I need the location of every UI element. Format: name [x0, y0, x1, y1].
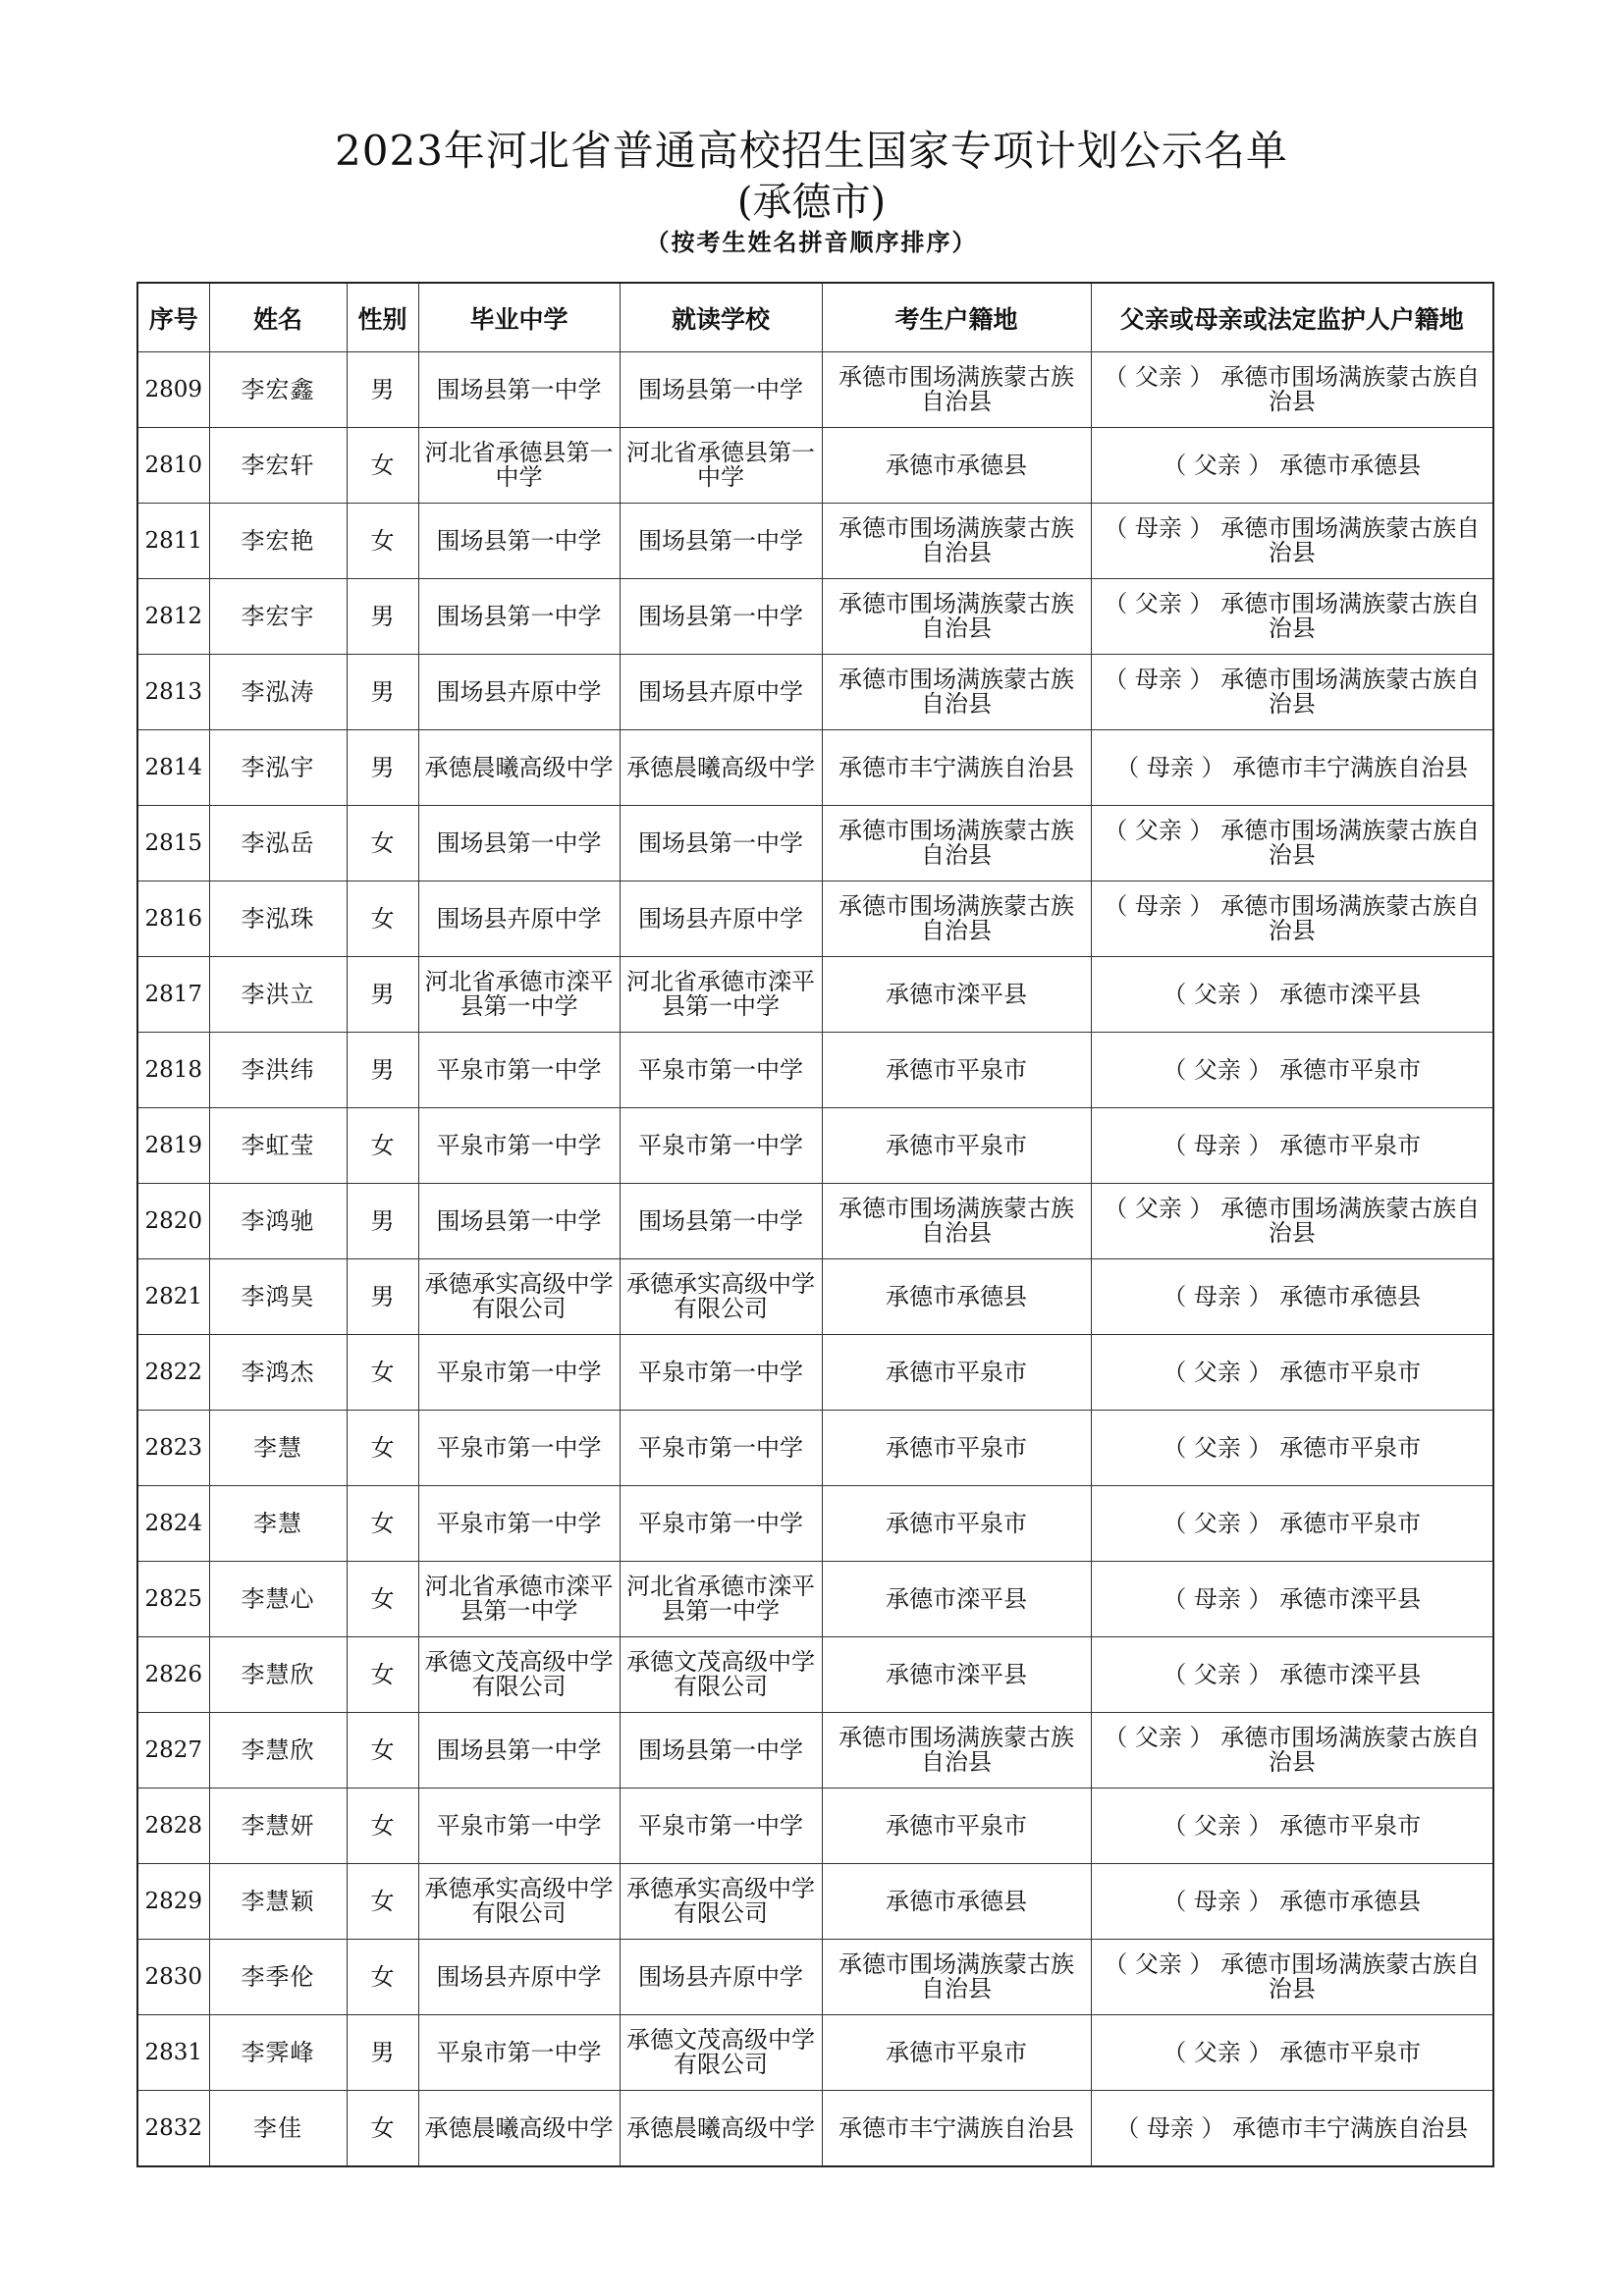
header-row: [137, 283, 1493, 352]
cell-graduated-school: 围场县卉原中学: [418, 655, 620, 730]
cell-graduated-school: 承德承实高级中学有限公司: [418, 1259, 620, 1335]
cell-household-registration: 承德市平泉市: [822, 1335, 1091, 1411]
cell-household-registration: 承德市滦平县: [822, 957, 1091, 1033]
table-row: [137, 1184, 1493, 1259]
cell-graduated-school: 围场县卉原中学: [418, 1940, 620, 2015]
cell-graduated-school: 平泉市第一中学: [418, 2015, 620, 2091]
roster-body: [137, 352, 1493, 2167]
cell-current-school: 平泉市第一中学: [620, 1335, 822, 1411]
cell-serial: 2815: [137, 806, 209, 881]
cell-guardian-registration: （ 父亲 ） 承德市平泉市: [1091, 1335, 1493, 1411]
cell-gender: 女: [347, 806, 418, 881]
cell-graduated-school: 围场县第一中学: [418, 1184, 620, 1259]
header-gender: 性别: [347, 283, 418, 352]
cell-gender: 女: [347, 881, 418, 957]
cell-name: 李泓珠: [209, 881, 347, 957]
cell-name: 李慧: [209, 1411, 347, 1486]
table-row: [137, 1637, 1493, 1713]
cell-current-school: 河北省承德市滦平县第一中学: [620, 1562, 822, 1637]
cell-gender: 女: [347, 1411, 418, 1486]
cell-household-registration: 承德市平泉市: [822, 1486, 1091, 1562]
header-name: 姓名: [209, 283, 347, 352]
cell-name: 李佳: [209, 2091, 347, 2167]
cell-guardian-registration: （ 父亲 ） 承德市滦平县: [1091, 957, 1493, 1033]
table-row: [137, 1033, 1493, 1108]
cell-current-school: 围场县第一中学: [620, 1184, 822, 1259]
cell-current-school: 平泉市第一中学: [620, 1108, 822, 1184]
table-row: [137, 1108, 1493, 1184]
cell-serial: 2832: [137, 2091, 209, 2167]
cell-guardian-registration: （ 父亲 ） 承德市平泉市: [1091, 1789, 1493, 1864]
table-row: [137, 579, 1493, 655]
cell-graduated-school: 承德晨曦高级中学: [418, 730, 620, 806]
cell-gender: 男: [347, 1184, 418, 1259]
cell-guardian-registration: （ 父亲 ） 承德市平泉市: [1091, 1486, 1493, 1562]
cell-name: 李鸿昊: [209, 1259, 347, 1335]
cell-gender: 女: [347, 1335, 418, 1411]
cell-serial: 2829: [137, 1864, 209, 1940]
cell-graduated-school: 围场县第一中学: [418, 1713, 620, 1789]
cell-name: 李慧: [209, 1486, 347, 1562]
cell-graduated-school: 承德晨曦高级中学: [418, 2091, 620, 2167]
cell-guardian-registration: （ 父亲 ） 承德市平泉市: [1091, 1033, 1493, 1108]
cell-guardian-registration: （ 母亲 ） 承德市承德县: [1091, 1259, 1493, 1335]
table-row: [137, 881, 1493, 957]
cell-serial: 2811: [137, 504, 209, 579]
cell-guardian-registration: （ 父亲 ） 承德市平泉市: [1091, 2015, 1493, 2091]
cell-name: 李洪立: [209, 957, 347, 1033]
table-row: [137, 1789, 1493, 1864]
cell-name: 李宏宇: [209, 579, 347, 655]
cell-graduated-school: 围场县第一中学: [418, 352, 620, 428]
cell-name: 李虹莹: [209, 1108, 347, 1184]
sort-note: （按考生姓名拼音顺序排序）: [645, 229, 978, 256]
table-row: [137, 1259, 1493, 1335]
cell-name: 李鸿杰: [209, 1335, 347, 1411]
cell-household-registration: 承德市平泉市: [822, 1108, 1091, 1184]
cell-graduated-school: 围场县第一中学: [418, 579, 620, 655]
cell-household-registration: 承德市滦平县: [822, 1637, 1091, 1713]
document-title: 2023年河北省普通高校招生国家专项计划公示名单: [335, 127, 1288, 175]
cell-household-registration: 承德市平泉市: [822, 1789, 1091, 1864]
cell-guardian-registration: （ 母亲 ） 承德市丰宁满族自治县: [1091, 2091, 1493, 2167]
cell-serial: 2825: [137, 1562, 209, 1637]
cell-household-registration: 承德市承德县: [822, 428, 1091, 504]
cell-serial: 2821: [137, 1259, 209, 1335]
cell-current-school: 平泉市第一中学: [620, 1486, 822, 1562]
cell-household-registration: 承德市承德县: [822, 1864, 1091, 1940]
cell-household-registration: 承德市丰宁满族自治县: [822, 730, 1091, 806]
cell-current-school: 围场县卉原中学: [620, 655, 822, 730]
table-row: [137, 957, 1493, 1033]
cell-name: 李慧心: [209, 1562, 347, 1637]
cell-household-registration: 承德市平泉市: [822, 2015, 1091, 2091]
cell-graduated-school: 河北省承德市滦平县第一中学: [418, 1562, 620, 1637]
cell-serial: 2813: [137, 655, 209, 730]
cell-guardian-registration: （ 父亲 ） 承德市滦平县: [1091, 1637, 1493, 1713]
cell-current-school: 承德晨曦高级中学: [620, 2091, 822, 2167]
table-row: [137, 428, 1493, 504]
cell-current-school: 围场县第一中学: [620, 579, 822, 655]
table-row: [137, 730, 1493, 806]
cell-serial: 2830: [137, 1940, 209, 2015]
cell-graduated-school: 围场县第一中学: [418, 504, 620, 579]
cell-household-registration: 承德市平泉市: [822, 1033, 1091, 1108]
table-row: [137, 806, 1493, 881]
cell-current-school: 围场县第一中学: [620, 1713, 822, 1789]
cell-guardian-registration: （ 母亲 ） 承德市丰宁满族自治县: [1091, 730, 1493, 806]
cell-name: 李洪纬: [209, 1033, 347, 1108]
table-row: [137, 655, 1493, 730]
cell-guardian-registration: （ 母亲 ） 承德市围场满族蒙古族自治县: [1091, 881, 1493, 957]
table-row: [137, 1864, 1493, 1940]
table-row: [137, 1562, 1493, 1637]
table-row: [137, 1713, 1493, 1789]
cell-household-registration: 承德市滦平县: [822, 1562, 1091, 1637]
cell-gender: 男: [347, 579, 418, 655]
cell-graduated-school: 围场县第一中学: [418, 806, 620, 881]
roster-table: [136, 282, 1494, 2167]
cell-current-school: 平泉市第一中学: [620, 1789, 822, 1864]
header-serial: 序号: [137, 283, 209, 352]
cell-gender: 女: [347, 1864, 418, 1940]
cell-gender: 女: [347, 504, 418, 579]
cell-serial: 2816: [137, 881, 209, 957]
cell-current-school: 承德承实高级中学有限公司: [620, 1259, 822, 1335]
cell-serial: 2810: [137, 428, 209, 504]
header-household-registration: 考生户籍地: [822, 283, 1091, 352]
cell-serial: 2824: [137, 1486, 209, 1562]
cell-graduated-school: 河北省承德市滦平县第一中学: [418, 957, 620, 1033]
cell-name: 李泓宇: [209, 730, 347, 806]
table-row: [137, 2091, 1493, 2167]
table-row: [137, 1486, 1493, 1562]
cell-current-school: 承德晨曦高级中学: [620, 730, 822, 806]
cell-graduated-school: 平泉市第一中学: [418, 1108, 620, 1184]
cell-gender: 男: [347, 1259, 418, 1335]
cell-guardian-registration: （ 父亲 ） 承德市围场满族蒙古族自治县: [1091, 1184, 1493, 1259]
cell-name: 李慧欣: [209, 1637, 347, 1713]
cell-guardian-registration: （ 父亲 ） 承德市围场满族蒙古族自治县: [1091, 806, 1493, 881]
cell-gender: 男: [347, 957, 418, 1033]
cell-graduated-school: 河北省承德县第一中学: [418, 428, 620, 504]
cell-household-registration: 承德市围场满族蒙古族自治县: [822, 655, 1091, 730]
cell-gender: 男: [347, 1033, 418, 1108]
cell-serial: 2819: [137, 1108, 209, 1184]
table-row: [137, 2015, 1493, 2091]
cell-household-registration: 承德市围场满族蒙古族自治县: [822, 1184, 1091, 1259]
cell-gender: 男: [347, 730, 418, 806]
cell-guardian-registration: （ 母亲 ） 承德市围场满族蒙古族自治县: [1091, 655, 1493, 730]
cell-household-registration: 承德市围场满族蒙古族自治县: [822, 579, 1091, 655]
cell-current-school: 河北省承德市滦平县第一中学: [620, 957, 822, 1033]
cell-gender: 男: [347, 352, 418, 428]
header-guardian-registration: 父亲或母亲或法定监护人户籍地: [1091, 283, 1493, 352]
cell-name: 李泓涛: [209, 655, 347, 730]
cell-gender: 女: [347, 2091, 418, 2167]
table-row: [137, 1411, 1493, 1486]
cell-name: 李慧妍: [209, 1789, 347, 1864]
cell-graduated-school: 平泉市第一中学: [418, 1335, 620, 1411]
cell-serial: 2822: [137, 1335, 209, 1411]
cell-household-registration: 承德市围场满族蒙古族自治县: [822, 881, 1091, 957]
cell-current-school: 围场县卉原中学: [620, 881, 822, 957]
cell-household-registration: 承德市围场满族蒙古族自治县: [822, 504, 1091, 579]
cell-serial: 2818: [137, 1033, 209, 1108]
cell-serial: 2809: [137, 352, 209, 428]
cell-current-school: 平泉市第一中学: [620, 1411, 822, 1486]
table-row: [137, 352, 1493, 428]
document-subtitle: (承德市): [736, 180, 887, 225]
cell-graduated-school: 平泉市第一中学: [418, 1486, 620, 1562]
cell-gender: 女: [347, 1108, 418, 1184]
cell-guardian-registration: （ 母亲 ） 承德市平泉市: [1091, 1108, 1493, 1184]
cell-guardian-registration: （ 父亲 ） 承德市围场满族蒙古族自治县: [1091, 1713, 1493, 1789]
cell-gender: 男: [347, 2015, 418, 2091]
cell-serial: 2827: [137, 1713, 209, 1789]
cell-guardian-registration: （ 父亲 ） 承德市围场满族蒙古族自治县: [1091, 579, 1493, 655]
cell-name: 李宏鑫: [209, 352, 347, 428]
cell-serial: 2828: [137, 1789, 209, 1864]
cell-serial: 2826: [137, 1637, 209, 1713]
cell-guardian-registration: （ 父亲 ） 承德市围场满族蒙古族自治县: [1091, 1940, 1493, 2015]
cell-name: 李慧颖: [209, 1864, 347, 1940]
cell-graduated-school: 平泉市第一中学: [418, 1411, 620, 1486]
cell-graduated-school: 平泉市第一中学: [418, 1789, 620, 1864]
cell-gender: 女: [347, 1562, 418, 1637]
table-row: [137, 1940, 1493, 2015]
cell-serial: 2817: [137, 957, 209, 1033]
cell-guardian-registration: （ 父亲 ） 承德市承德县: [1091, 428, 1493, 504]
cell-gender: 女: [347, 1713, 418, 1789]
cell-current-school: 承德文茂高级中学有限公司: [620, 1637, 822, 1713]
cell-current-school: 河北省承德县第一中学: [620, 428, 822, 504]
cell-serial: 2831: [137, 2015, 209, 2091]
cell-guardian-registration: （ 母亲 ） 承德市承德县: [1091, 1864, 1493, 1940]
cell-current-school: 平泉市第一中学: [620, 1033, 822, 1108]
cell-current-school: 围场县第一中学: [620, 352, 822, 428]
cell-household-registration: 承德市丰宁满族自治县: [822, 2091, 1091, 2167]
cell-guardian-registration: （ 父亲 ） 承德市平泉市: [1091, 1411, 1493, 1486]
cell-guardian-registration: （ 父亲 ） 承德市围场满族蒙古族自治县: [1091, 352, 1493, 428]
cell-name: 李泓岳: [209, 806, 347, 881]
table-row: [137, 504, 1493, 579]
cell-gender: 女: [347, 1940, 418, 2015]
cell-current-school: 围场县第一中学: [620, 806, 822, 881]
cell-graduated-school: 承德承实高级中学有限公司: [418, 1864, 620, 1940]
cell-serial: 2814: [137, 730, 209, 806]
cell-gender: 女: [347, 1637, 418, 1713]
cell-name: 李霁峰: [209, 2015, 347, 2091]
cell-name: 李慧欣: [209, 1713, 347, 1789]
cell-graduated-school: 承德文茂高级中学有限公司: [418, 1637, 620, 1713]
cell-name: 李宏艳: [209, 504, 347, 579]
header-current-school: 就读学校: [620, 283, 822, 352]
cell-household-registration: 承德市围场满族蒙古族自治县: [822, 352, 1091, 428]
cell-serial: 2823: [137, 1411, 209, 1486]
cell-guardian-registration: （ 母亲 ） 承德市围场满族蒙古族自治县: [1091, 504, 1493, 579]
cell-serial: 2820: [137, 1184, 209, 1259]
cell-name: 李季伦: [209, 1940, 347, 2015]
table-row: [137, 1335, 1493, 1411]
cell-household-registration: 承德市平泉市: [822, 1411, 1091, 1486]
cell-name: 李宏轩: [209, 428, 347, 504]
cell-household-registration: 承德市围场满族蒙古族自治县: [822, 1713, 1091, 1789]
cell-gender: 女: [347, 428, 418, 504]
cell-current-school: 围场县第一中学: [620, 504, 822, 579]
cell-current-school: 承德承实高级中学有限公司: [620, 1864, 822, 1940]
cell-graduated-school: 平泉市第一中学: [418, 1033, 620, 1108]
cell-gender: 女: [347, 1789, 418, 1864]
cell-current-school: 围场县卉原中学: [620, 1940, 822, 2015]
cell-current-school: 承德文茂高级中学有限公司: [620, 2015, 822, 2091]
cell-name: 李鸿驰: [209, 1184, 347, 1259]
cell-household-registration: 承德市承德县: [822, 1259, 1091, 1335]
cell-gender: 女: [347, 1486, 418, 1562]
cell-household-registration: 承德市围场满族蒙古族自治县: [822, 1940, 1091, 2015]
cell-serial: 2812: [137, 579, 209, 655]
cell-household-registration: 承德市围场满族蒙古族自治县: [822, 806, 1091, 881]
cell-guardian-registration: （ 母亲 ） 承德市滦平县: [1091, 1562, 1493, 1637]
cell-graduated-school: 围场县卉原中学: [418, 881, 620, 957]
header-graduated-school: 毕业中学: [418, 283, 620, 352]
cell-gender: 男: [347, 655, 418, 730]
